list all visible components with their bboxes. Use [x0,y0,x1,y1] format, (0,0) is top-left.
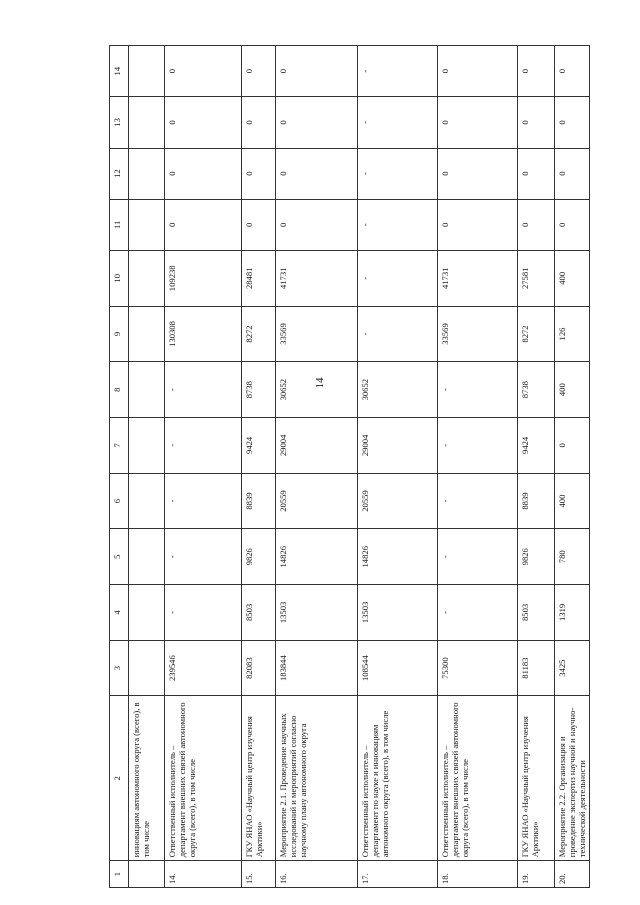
table-cell: 0 [165,46,242,97]
column-header: 8 [110,362,129,418]
table-cell: - [438,585,518,641]
table-cell: - [165,529,242,585]
column-header: 12 [110,148,129,199]
table-cell: 183844 [276,640,358,696]
table-cell: 0 [518,46,555,97]
table-cell: 0 [518,97,555,148]
table-cell: 20559 [276,473,358,529]
row-number [129,861,165,888]
rotated-table-frame [109,45,588,888]
table-cell: - [358,46,438,97]
column-header: 13 [110,97,129,148]
table-cell: 0 [276,148,358,199]
column-header: 6 [110,473,129,529]
row-name: Мероприятие 2.2. Организация и проведение экспертиз научной и научно-технической деятельности [555,696,590,861]
table-cell: 0 [518,148,555,199]
table-cell: 8839 [242,473,276,529]
table-cell: 9826 [518,529,555,585]
table-cell: 0 [242,97,276,148]
table-cell: 75300 [438,640,518,696]
column-header: 9 [110,306,129,362]
table-cell: 0 [242,46,276,97]
table-cell: 14826 [358,529,438,585]
table-cell: 0 [165,199,242,250]
column-header: 4 [110,585,129,641]
table-cell [129,199,165,250]
table-row [555,46,590,888]
table-cell [129,306,165,362]
table-cell: 9424 [518,418,555,474]
table-cell: - [165,585,242,641]
table-row [242,46,276,888]
table-cell [129,640,165,696]
table-cell: 9424 [242,418,276,474]
table-cell: 8738 [242,362,276,418]
row-name: инновациям автономного округа (всего), в том числе [129,696,165,861]
table-cell: 0 [438,97,518,148]
table-cell: 0 [555,418,590,474]
table-cell: 780 [555,529,590,585]
row-number: 15. [242,861,276,888]
table-row [358,46,438,888]
table-cell: 14826 [276,529,358,585]
table-cell: - [438,529,518,585]
table-cell: 400 [555,362,590,418]
table-cell: 8503 [518,585,555,641]
row-name: Ответственный исполнитель – департамент внешних связей автономного округа (всего), в том числе [438,696,518,861]
column-header: 10 [110,250,129,306]
table-cell: 8272 [242,306,276,362]
row-number: 17. [358,861,438,888]
table-cell: 0 [165,148,242,199]
table-cell: - [358,97,438,148]
table-cell: 0 [555,46,590,97]
table-cell: - [165,418,242,474]
table-cell: 3425 [555,640,590,696]
table-cell: 29004 [276,418,358,474]
table-cell [129,473,165,529]
table-cell: 130308 [165,306,242,362]
table-cell [129,418,165,474]
funding-table [109,45,590,888]
table-cell: 239546 [165,640,242,696]
table-cell [129,585,165,641]
table-cell: - [438,473,518,529]
table-row [129,46,165,888]
table-cell: 108544 [358,640,438,696]
table-cell: 8839 [518,473,555,529]
table-cell: 0 [555,199,590,250]
table-cell: 0 [438,199,518,250]
column-header: 14 [110,46,129,97]
table-cell: 109238 [165,250,242,306]
table-row [165,46,242,888]
table-cell: - [165,362,242,418]
table-cell: 33569 [438,306,518,362]
table-cell: 8503 [242,585,276,641]
table-cell: 0 [438,148,518,199]
table-cell [129,362,165,418]
table-cell: 13503 [358,585,438,641]
row-name: Мероприятие 2.1. Проведение научных исследований и мероприятий согласно научному плану автономного округа [276,696,358,861]
table-cell: 9826 [242,529,276,585]
row-name: Ответственный исполнитель – департамент по науке и инновациям автономного округа (всего), в том числе [358,696,438,861]
table-cell: 82083 [242,640,276,696]
table-cell: 41731 [438,250,518,306]
table-cell: - [358,306,438,362]
table-cell: 30652 [358,362,438,418]
row-name: ГКУ ЯНАО «Научный центр изучения Арктики» [518,696,555,861]
table-row [276,46,358,888]
table-cell: 0 [165,97,242,148]
row-number: 20. [555,861,590,888]
column-header: 3 [110,640,129,696]
table-cell [129,529,165,585]
table-cell: 29004 [358,418,438,474]
table-cell: 20559 [358,473,438,529]
row-number: 18. [438,861,518,888]
table-cell: 81183 [518,640,555,696]
table-cell: - [358,148,438,199]
table-cell: 0 [242,148,276,199]
table-cell [129,250,165,306]
table-cell: 0 [276,199,358,250]
rotated-table [109,45,588,888]
table-cell: 0 [276,97,358,148]
table-cell [129,46,165,97]
table-cell: 0 [276,46,358,97]
row-number: 14. [165,861,242,888]
table-row [518,46,555,888]
table-cell: 41731 [276,250,358,306]
table-row [438,46,518,888]
table-cell: - [358,250,438,306]
table-cell [129,97,165,148]
column-header: 11 [110,199,129,250]
row-name: ГКУ ЯНАО «Научный центр изучения Арктики» [242,696,276,861]
table-cell: 28481 [242,250,276,306]
table-cell: 8272 [518,306,555,362]
column-header: 7 [110,418,129,474]
row-name: Ответственный исполнитель – департамент внешних связей автономного округа (всего), в том числе [165,696,242,861]
table-cell: - [165,473,242,529]
column-header: 2 [110,696,129,861]
table-cell: - [358,199,438,250]
table-cell: 13503 [276,585,358,641]
table-cell: 33569 [276,306,358,362]
table-cell: 0 [555,97,590,148]
row-number: 19. [518,861,555,888]
column-header: 5 [110,529,129,585]
table-cell: - [438,362,518,418]
table-cell: 400 [555,250,590,306]
table-header-row [110,46,129,888]
column-header: 1 [110,861,129,888]
table-cell: 0 [242,199,276,250]
table-cell: 1319 [555,585,590,641]
table-cell: 126 [555,306,590,362]
table-cell [129,148,165,199]
table-cell: 30652 [276,362,358,418]
table-cell: 400 [555,473,590,529]
row-number: 16. [276,861,358,888]
table-cell: - [438,418,518,474]
page-number: 14 [314,377,326,389]
table-cell: 27581 [518,250,555,306]
table-cell: 8738 [518,362,555,418]
table-cell: 0 [518,199,555,250]
table-cell: 0 [555,148,590,199]
table-cell: 0 [438,46,518,97]
